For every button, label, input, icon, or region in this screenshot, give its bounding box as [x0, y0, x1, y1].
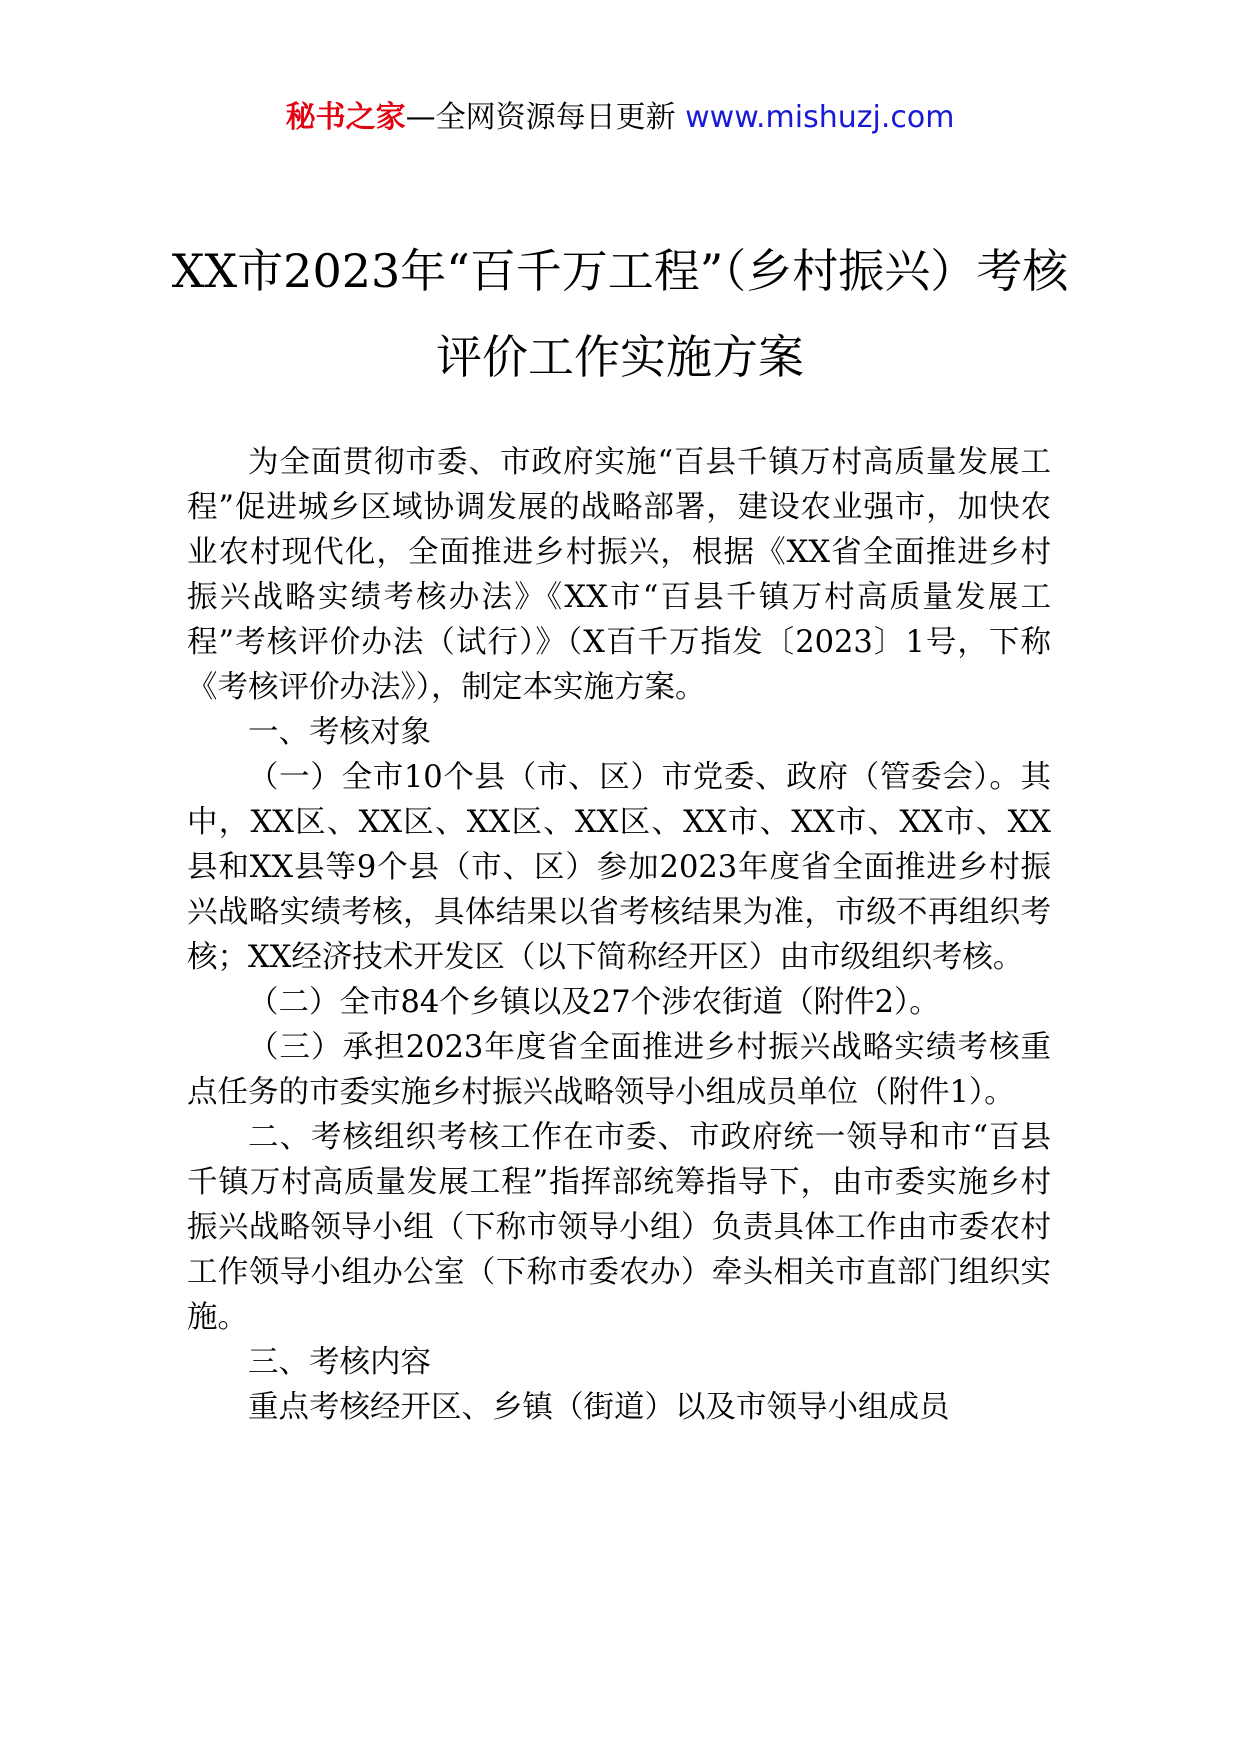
- paragraph-item-3: （三）承担2023年度省全面推进乡村振兴战略实绩考核重点任务的市委实施乡村振兴战略领导小组成员单位（附件1）。: [187, 1030, 1051, 1110]
- intro-paragraph: 为全面贯彻市委、市政府实施“百县千镇万村高质量发展工程”促进城乡区域协调发展的战略部署，建设农业强市，加快农业农村现代化，全面推进乡村振兴，根据《XX省全面推进乡村振兴战略实绩考核办法》《XX市“百县千镇万村高质量发展工程”考核评价办法（试行）》（X百千万指发〔2023〕1号，下称《考核评价办法》），制定本实施方案。: [187, 445, 1051, 705]
- document-title: XX市2023年“百千万工程”（乡村振兴）考核评价工作实施方案: [171, 244, 1069, 384]
- paragraph-assessment-content: 重点考核经开区、乡镇（街道）以及市领导小组成员: [248, 1390, 950, 1425]
- document-body: [187, 440, 1051, 1430]
- section-heading-assessment-content: 三、考核内容: [248, 1345, 431, 1380]
- section-heading-assessment-targets: 一、考核对象: [248, 715, 431, 750]
- site-link[interactable]: www.mishuzj.com: [685, 100, 955, 135]
- brand-name: 秘书之家: [285, 100, 406, 135]
- paragraph-item-1: （一）全市10个县（市、区）市党委、政府（管委会）。其中，XX区、XX区、XX区、XX区、XX市、XX市、XX市、XX县和XX县等9个县（市、区）参加2023年度省全面推进乡村振兴战略实绩考核，具体结果以省考核结果为准，市级不再组织考核；XX经济技术开发区（以下简称经开区）由市级组织考核。: [187, 760, 1051, 975]
- paragraph-item-2: （二）全市84个乡镇以及27个涉农街道（附件2）。: [248, 985, 940, 1020]
- section-assessment-organization: 二、考核组织考核工作在市委、市政府统一领导和市“百县千镇万村高质量发展工程”指挥部统筹指导下，由市委实施乡村振兴战略领导小组（下称市领导小组）负责具体工作由市委农村工作领导小组办公室（下称市委农办）牵头相关市直部门组织实施。: [187, 1120, 1051, 1335]
- site-header: [0, 98, 1240, 138]
- header-slogan: —全网资源每日更新: [405, 100, 676, 135]
